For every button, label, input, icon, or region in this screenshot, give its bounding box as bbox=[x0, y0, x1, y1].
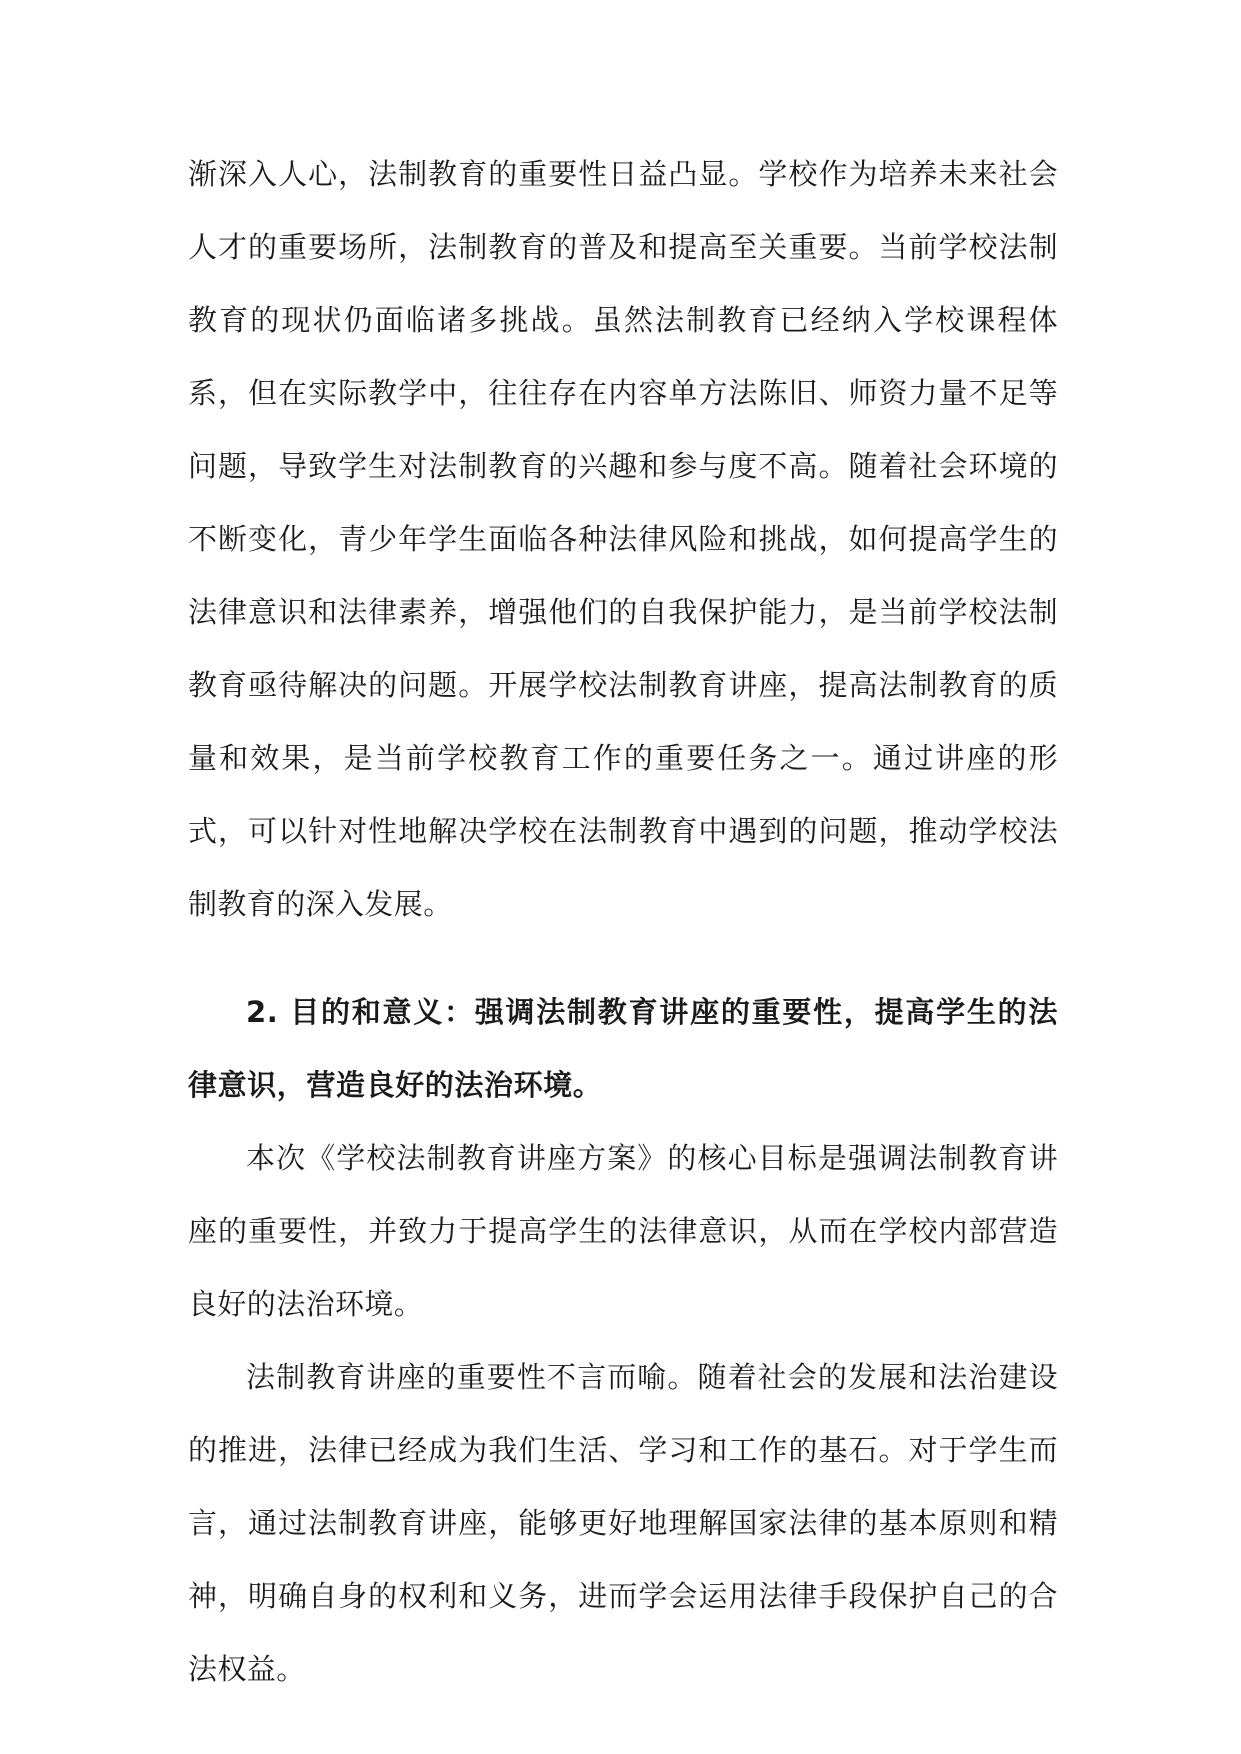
section-heading: 2. 目的和意义：强调法制教育讲座的重要性，提高学生的法律意识，营造良好的法治环境。 bbox=[188, 995, 1058, 1102]
document-body bbox=[188, 138, 1058, 1706]
paragraph-continued: 渐深入人心，法制教育的重要性日益凸显。学校作为培养未来社会人才的重要场所，法制教育的普及和提高至关重要。当前学校法制教育的现状仍面临诸多挑战。虽然法制教育已经纳入学校课程体系，但在实际教学中，往往存在内容单方法陈旧、师资力量不足等问题，导致学生对法制教育的兴趣和参与度不高。随着社会环境的不断变化，青少年学生面临各种法律风险和挑战，如何提高学生的法律意识和法律素养，增强他们的自我保护能力，是当前学校法制教育亟待解决的问题。开展学校法制教育讲座，提高法制教育的质量和效果，是当前学校教育工作的重要任务之一。通过讲座的形式，可以针对性地解决学校在法制教育中遇到的问题，推动学校法制教育的深入发展。 bbox=[188, 157, 1058, 921]
paragraph-importance: 法制教育讲座的重要性不言而喻。随着社会的发展和法治建设的推进，法律已经成为我们生活、学习和工作的基石。对于学生而言，通过法制教育讲座，能够更好地理解国家法律的基本原则和精神，明确自身的权利和义务，进而学会运用法律手段保护自己的合法权益。 bbox=[188, 1360, 1058, 1686]
paragraph-goal: 本次《学校法制教育讲座方案》的核心目标是强调法制教育讲座的重要性，并致力于提高学生的法律意识，从而在学校内部营造良好的法治环境。 bbox=[188, 1141, 1058, 1321]
